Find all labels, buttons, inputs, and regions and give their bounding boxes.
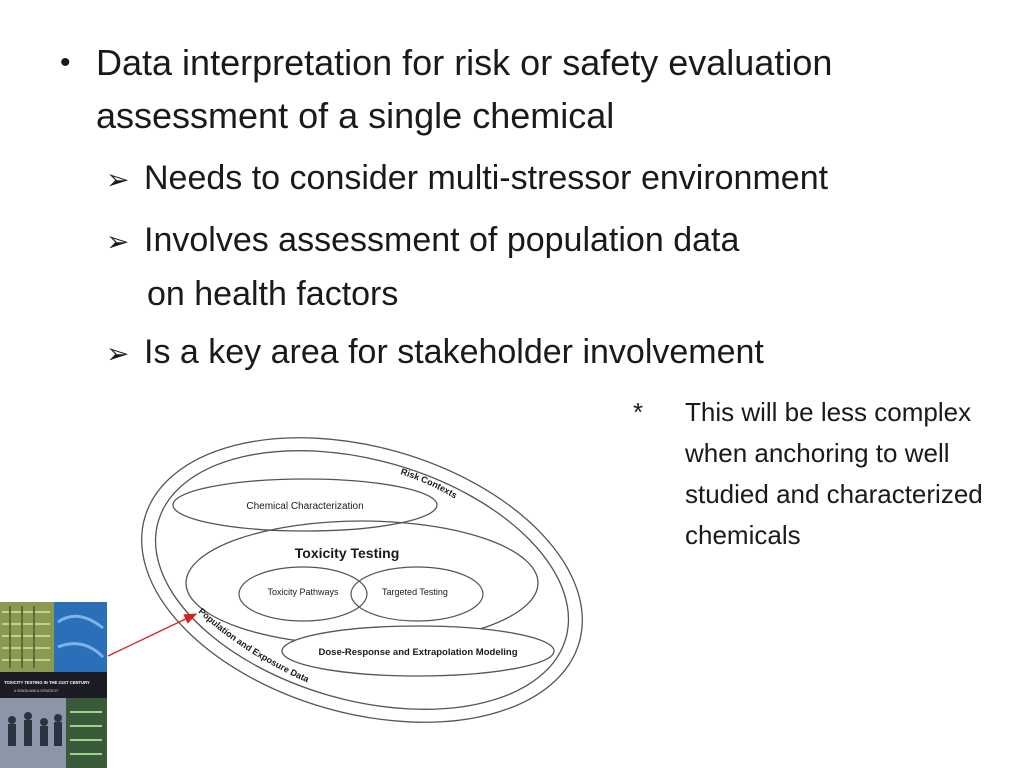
bullet-marker: •	[60, 46, 71, 79]
population-exposure-path-text: Population and Exposure Data	[196, 606, 311, 685]
note-text: This will be less complex when anchoring to well studied and characterized chemicals	[685, 397, 983, 550]
note-marker: *	[633, 397, 644, 427]
toxicity-pathways-label: Toxicity Pathways	[267, 587, 339, 597]
targeted-testing-label: Targeted Testing	[382, 587, 448, 597]
sub-bullet-text: Involves assessment of population data	[144, 221, 740, 259]
cover-title: TOXICITY TESTING IN THE 21ST CENTURY	[4, 680, 90, 685]
pointer-arrow	[108, 614, 196, 656]
cover-subtitle: A VISION AND A STRATEGY	[14, 689, 59, 693]
sub-bullet-2	[106, 214, 739, 320]
main-bullet-text: Data interpretation for risk or safety evaluation assessment of a single chemical	[96, 42, 833, 136]
arrow-bullet-icon: ➢	[106, 226, 130, 257]
sub-bullet-3	[106, 326, 764, 380]
book-cover-image	[0, 602, 107, 768]
sub-bullet-text: Needs to consider multi-stressor environment	[144, 159, 829, 197]
main-bullet	[60, 36, 940, 142]
inner-ellipse	[125, 430, 599, 754]
arrow-bullet-icon: ➢	[106, 164, 130, 195]
chemical-characterization-label: Chemical Characterization	[246, 501, 364, 512]
sub-bullet-text: Is a key area for stakeholder involvement	[144, 333, 764, 371]
toxicity-testing-label: Toxicity Testing	[294, 545, 400, 561]
sub-bullet-1	[106, 152, 828, 206]
arrow-bullet-icon: ➢	[106, 338, 130, 369]
risk-contexts-path-text: Risk Contexts	[399, 466, 459, 501]
sub-bullet-continuation: on health factors	[147, 275, 399, 313]
dose-response-label: Dose-Response and Extrapolation Modeling	[318, 647, 518, 658]
